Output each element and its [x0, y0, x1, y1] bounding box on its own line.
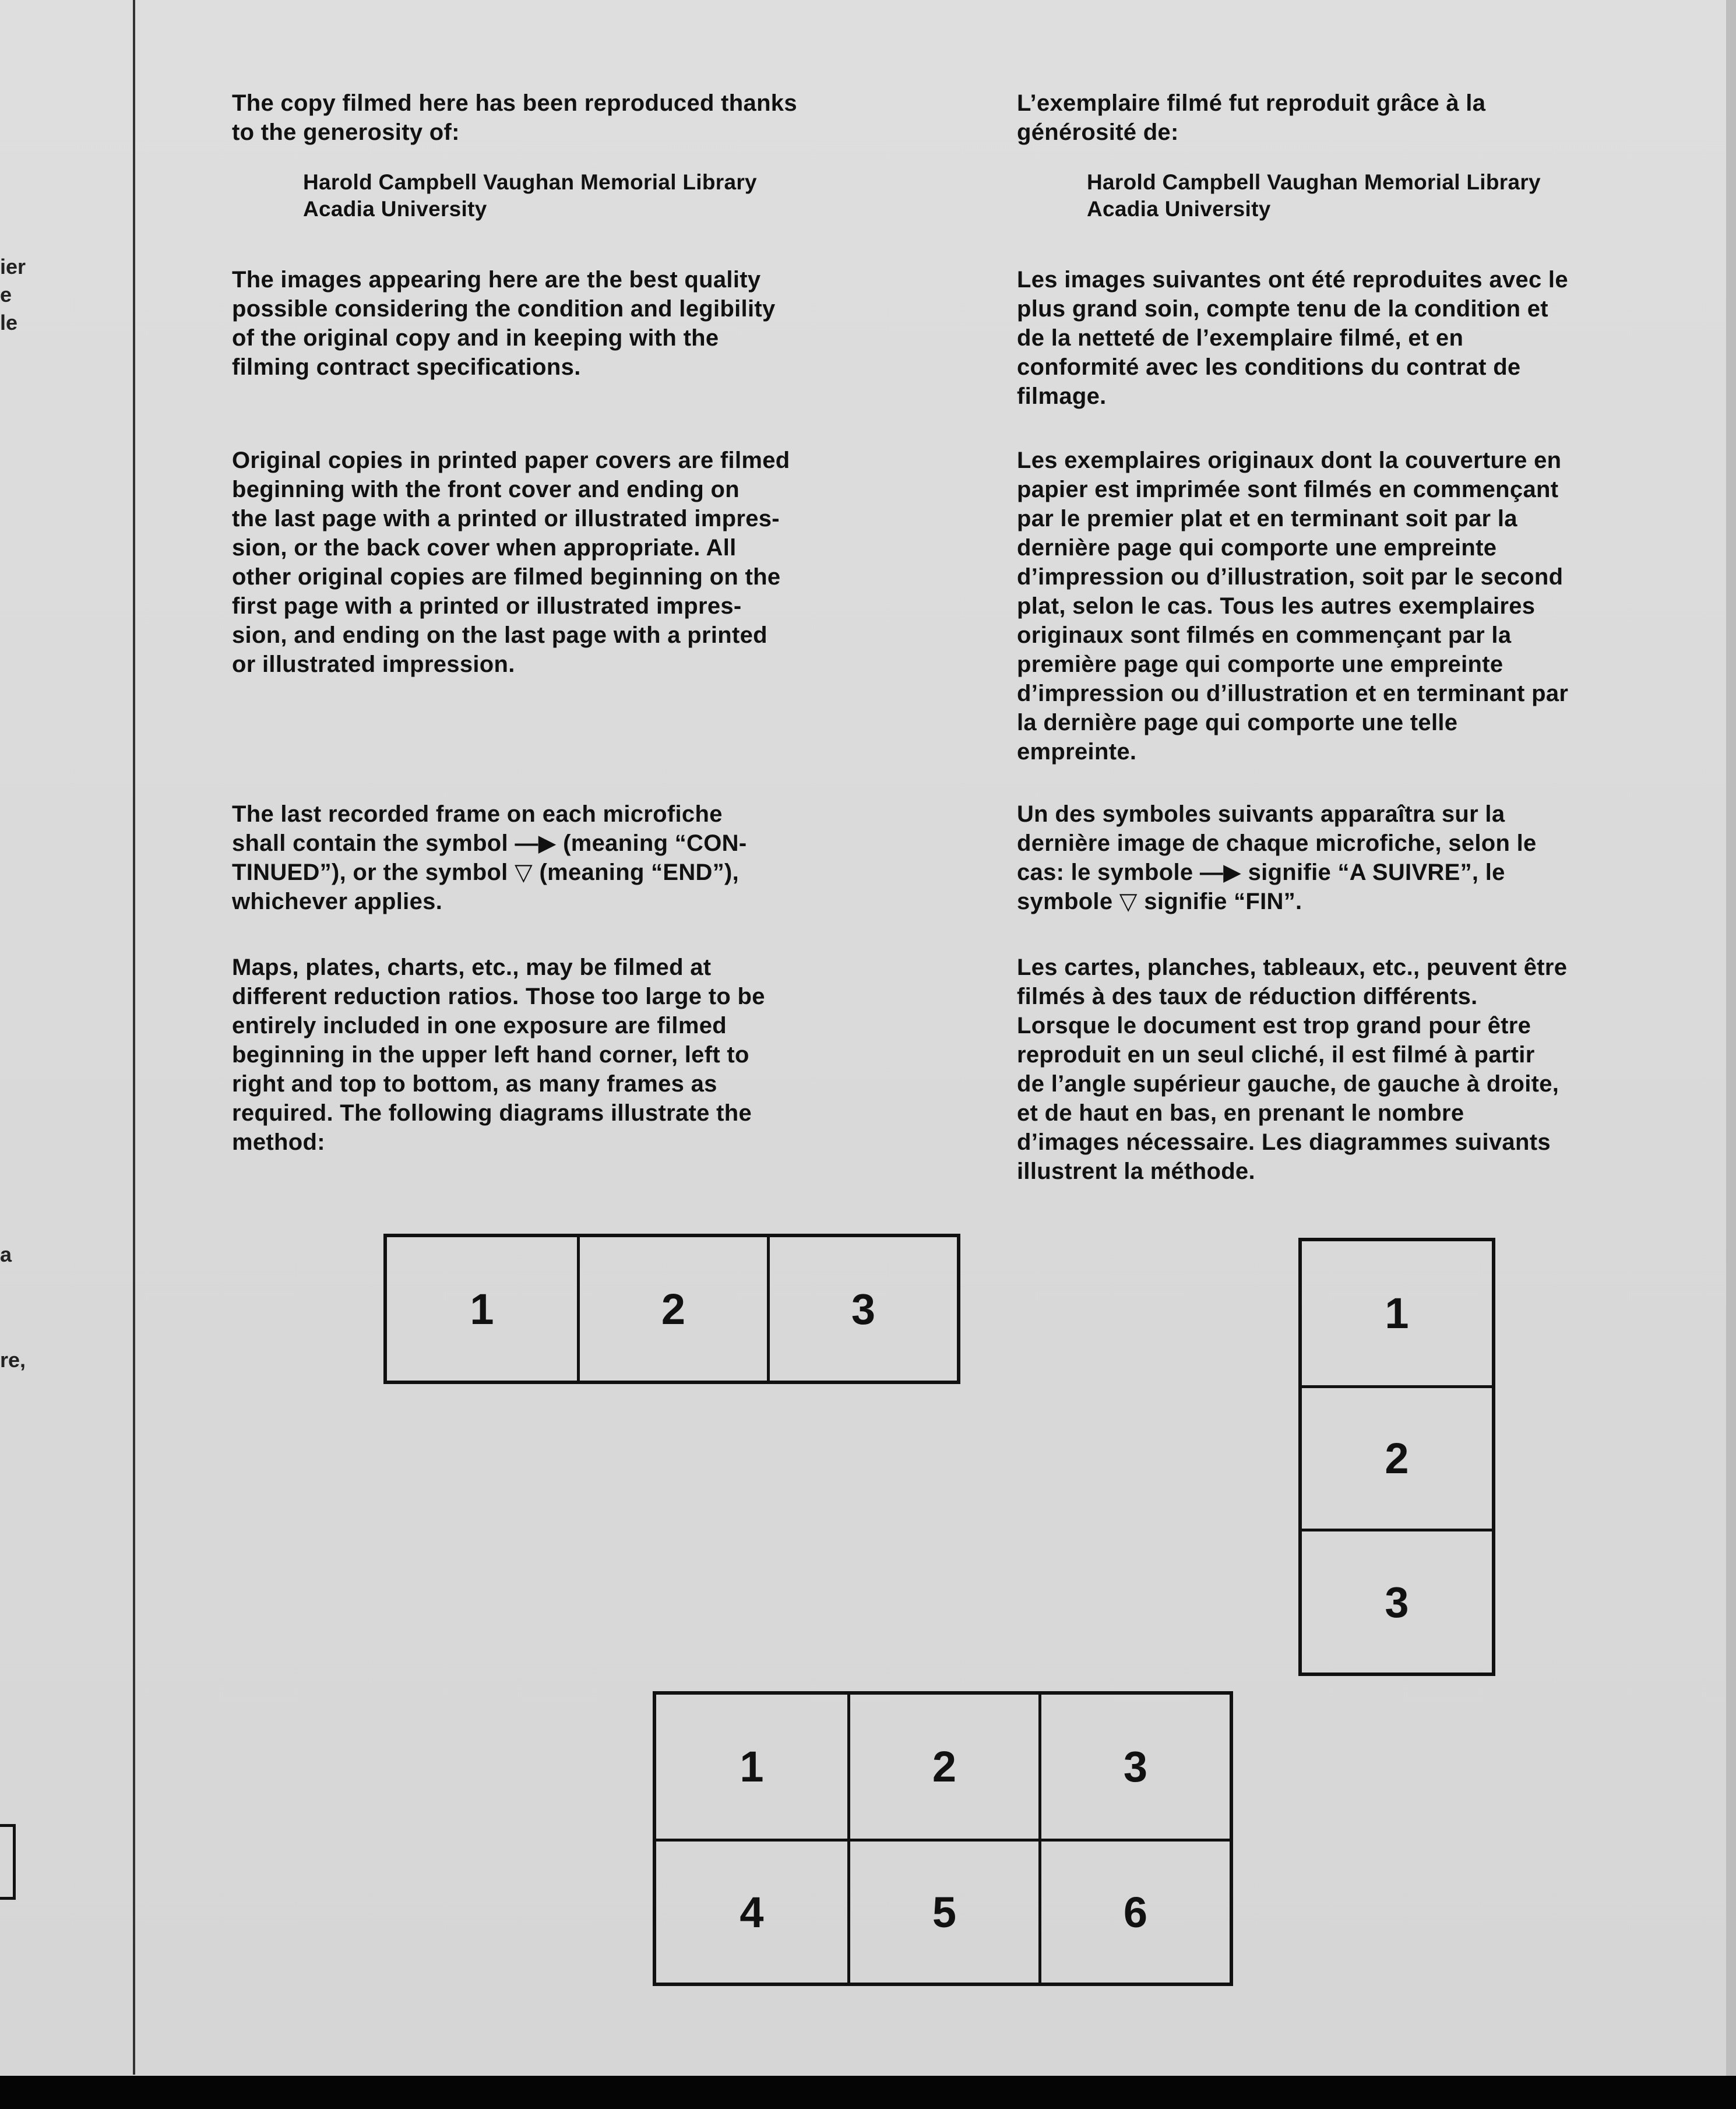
text-line: et de haut en bas, en prenant le nombre: [1017, 1100, 1464, 1126]
english-intro: [232, 89, 885, 147]
text-line: conformité avec les conditions du contrat de: [1017, 354, 1521, 380]
text-line: dernière image de chaque microfiche, selon le: [1017, 830, 1537, 856]
text-line: of the original copy and in keeping with the: [232, 325, 719, 351]
text-line: entirely included in one exposure are filmed: [232, 1013, 727, 1038]
text-line: or illustrated impression.: [232, 652, 515, 677]
text-line: Lorsque le document est trop grand pour être: [1017, 1013, 1531, 1038]
english-maps-note: [232, 953, 885, 1157]
frame-cell: 3: [767, 1237, 957, 1381]
text-line: Maps, plates, charts, etc., may be filmed at: [232, 955, 712, 980]
text-line: shall contain the symbol —▶ (meaning “CON-: [232, 830, 747, 856]
text-line: L’exemplaire filmé fut reproduit grâce à la: [1017, 90, 1486, 116]
frame-cell: 2: [577, 1237, 767, 1381]
frame-cell: 4: [656, 1839, 847, 1983]
text-line: plat, selon le cas. Tous les autres exemplaires: [1017, 593, 1536, 619]
text-line: papier est imprimée sont filmés en commençant: [1017, 477, 1559, 502]
text-line: plus grand soin, compte tenu de la condition et: [1017, 296, 1548, 322]
frame-cell: 3: [1038, 1695, 1230, 1839]
frame-cell: 6: [1038, 1839, 1230, 1983]
text-line: Les images suivantes ont été reproduites avec le: [1017, 267, 1568, 293]
text-line: première page qui comporte une empreinte: [1017, 652, 1503, 677]
text-line: right and top to bottom, as many frames as: [232, 1071, 717, 1097]
diagram-vertical-frames: [1298, 1238, 1495, 1676]
text-line: first page with a printed or illustrated impres-: [232, 593, 742, 619]
text-line: whichever applies.: [232, 889, 443, 914]
french-originals-note: [1017, 446, 1705, 766]
text-line: to the generosity of:: [232, 119, 460, 145]
text-line: The last recorded frame on each microfiche: [232, 801, 723, 827]
diagram-grid-frames: [653, 1691, 1233, 1986]
bottom-black-border: [0, 2076, 1736, 2109]
text-line: beginning with the front cover and ending on: [232, 477, 740, 502]
frame-cell: 5: [847, 1839, 1038, 1983]
text-line: par le premier plat et en terminant soit par la: [1017, 506, 1517, 531]
text-line: Harold Campbell Vaughan Memorial Library: [303, 170, 757, 194]
french-symbols-note: [1017, 800, 1705, 916]
text-line: possible considering the condition and legibility: [232, 296, 776, 322]
text-line: empreinte.: [1017, 739, 1137, 765]
text-line: sion, or the back cover when appropriate. All: [232, 535, 737, 561]
text-line: de l’angle supérieur gauche, de gauche à droite,: [1017, 1071, 1559, 1097]
text-line: The copy filmed here has been reproduced thanks: [232, 90, 797, 116]
french-maps-note: [1017, 953, 1705, 1186]
frame-cell: 3: [1302, 1529, 1492, 1673]
frame-cell: 1: [470, 1284, 494, 1333]
text-line: Acadia University: [1087, 197, 1271, 221]
text-line: method:: [232, 1129, 325, 1155]
text-line: other original copies are filmed beginning on the: [232, 564, 781, 590]
english-quality-note: [232, 265, 885, 382]
text-line: Les cartes, planches, tableaux, etc., peuvent être: [1017, 955, 1568, 980]
text-line: sion, and ending on the last page with a printed: [232, 622, 767, 648]
text-line: the last page with a printed or illustrated impres-: [232, 506, 780, 531]
frame-cell: 1: [1385, 1288, 1409, 1337]
frame-cell: 2: [1302, 1385, 1492, 1529]
english-originals-note: [232, 446, 885, 679]
english-library-credit: [303, 169, 956, 223]
margin-box-fragment: [0, 1824, 16, 1900]
text-line: beginning in the upper left hand corner, left to: [232, 1042, 749, 1068]
text-line: Les exemplaires originaux dont la couverture en: [1017, 448, 1562, 473]
french-library-credit: [1087, 169, 1736, 223]
frame-cell: 1: [740, 1742, 764, 1791]
margin-fragment: le: [0, 311, 18, 335]
text-line: filming contract specifications.: [232, 354, 581, 380]
text-line: different reduction ratios. Those too large to be: [232, 984, 765, 1009]
french-quality-note: [1017, 265, 1705, 411]
text-line: d’images nécessaire. Les diagrammes suivants: [1017, 1129, 1551, 1155]
text-line: required. The following diagrams illustrate the: [232, 1100, 752, 1126]
margin-fragment: re,: [0, 1348, 26, 1372]
text-line: dernière page qui comporte une empreinte: [1017, 535, 1497, 561]
text-line: reproduit en un seul cliché, il est filmé à partir: [1017, 1042, 1535, 1068]
margin-fragment: a: [0, 1242, 12, 1266]
frame-cell: 2: [847, 1695, 1038, 1839]
margin-fragment: ier: [0, 255, 26, 279]
text-line: filmés à des taux de réduction différents.: [1017, 984, 1478, 1009]
english-symbols-note: [232, 800, 885, 916]
text-line: TINUED”), or the symbol ▽ (meaning “END”),: [232, 860, 740, 885]
text-line: la dernière page qui comporte une telle: [1017, 710, 1458, 735]
margin-fragment: e: [0, 283, 12, 307]
text-line: générosité de:: [1017, 119, 1179, 145]
text-line: Un des symboles suivants apparaîtra sur la: [1017, 801, 1505, 827]
text-line: Original copies in printed paper covers are filmed: [232, 448, 790, 473]
diagram-horizontal-frames: [383, 1234, 960, 1384]
text-line: Harold Campbell Vaughan Memorial Library: [1087, 170, 1541, 194]
page-right-edge: [1726, 0, 1736, 2076]
text-line: d’impression ou d’illustration et en terminant par: [1017, 681, 1569, 706]
text-line: Acadia University: [303, 197, 487, 221]
text-line: illustrent la méthode.: [1017, 1159, 1255, 1184]
text-line: filmage.: [1017, 383, 1107, 409]
french-intro: [1017, 89, 1705, 147]
text-line: cas: le symbole —▶ signifie “A SUIVRE”, le: [1017, 860, 1505, 885]
page-fold-line: [133, 0, 135, 2075]
text-line: originaux sont filmés en commençant par la: [1017, 622, 1512, 648]
text-line: symbole ▽ signifie “FIN”.: [1017, 889, 1302, 914]
text-line: d’impression ou d’illustration, soit par le second: [1017, 564, 1564, 590]
text-line: The images appearing here are the best quality: [232, 267, 761, 293]
text-line: de la netteté de l’exemplaire filmé, et en: [1017, 325, 1464, 351]
